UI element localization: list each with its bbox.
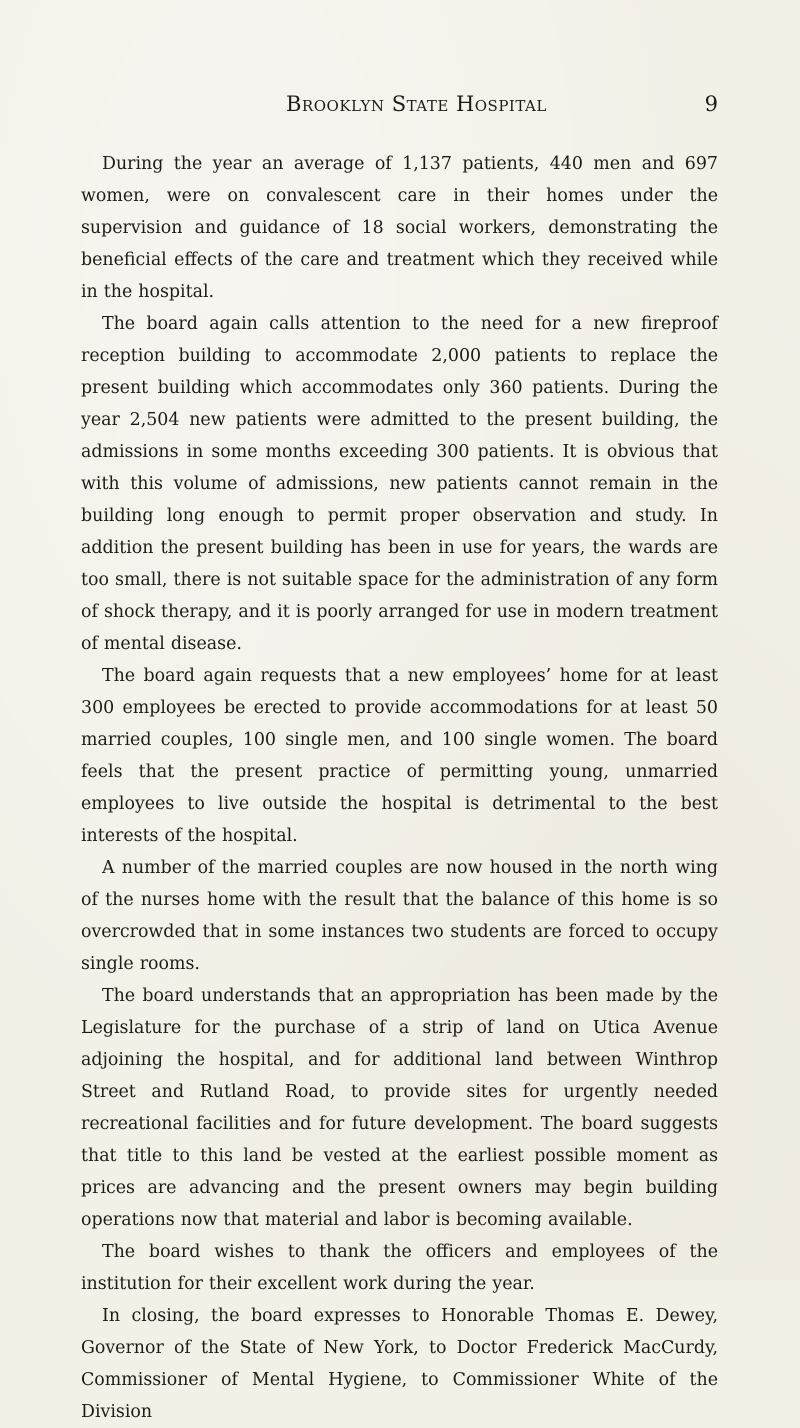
paragraph-convalescent-care: During the year an average of 1,137 patients, 440 men and 697 women, were on convalescent care in their homes under the supervision and guidance of 18 social workers, demonstrating the beneficial effects of the care and treatment which they received while in the hospital. (81, 154, 718, 302)
paragraph-employees-home: The board again requests that a new employees’ home for at least 300 employees be erected to provide accommodations for at least 50 married couples, 100 single men, and 100 single women. The board feels that the present practice of permitting young, unmarried employees to live outside the hospital is detrimental to the best interests of the hospital. (81, 666, 718, 846)
page-number: 9 (704, 92, 718, 116)
paragraph-closing: In closing, the board expresses to Honorable Thomas E. Dewey, Governor of the State of New York, to Doctor Frederick MacCurdy, Commissioner of Mental Hygiene, to Commissioner White of the Division (81, 1306, 718, 1422)
paragraph-land-appropriation: The board understands that an appropriation has been made by the Legislature for the purchase of a strip of land on Utica Avenue adjoining the hospital, and for additional land between Winthrop Street and Rutland Road, to provide sites for urgently needed recreational facilities and for future development. The board suggests that title to this land be vested at the earliest possible moment as prices are advancing and the present owners may begin building operations now that material and labor is becoming available. (81, 986, 718, 1230)
page-header (286, 92, 718, 122)
running-head: Brooklyn State Hospital (286, 92, 547, 116)
body-text (81, 148, 718, 1428)
paragraph-nurses-home: A number of the married couples are now housed in the north wing of the nurses home with the result that the balance of this home is so overcrowded that in some instances two students are forced to occupy single rooms. (81, 858, 718, 974)
paragraph-thanks: The board wishes to thank the officers and employees of the institution for their excellent work during the year. (81, 1242, 718, 1294)
paragraph-reception-building: The board again calls attention to the need for a new fireproof reception building to accommodate 2,000 patients to replace the present building which accommodates only 360 patients. During the year 2,504 new patients were admitted to the present building, the admissions in some months exceeding 300 patients. It is obvious that with this volume of admissions, new patients cannot remain in the building long enough to permit proper observation and study. In addition the present building has been in use for years, the wards are too small, there is not suitable space for the administration of any form of shock therapy, and it is poorly arranged for use in modern treatment of mental disease. (81, 314, 718, 654)
